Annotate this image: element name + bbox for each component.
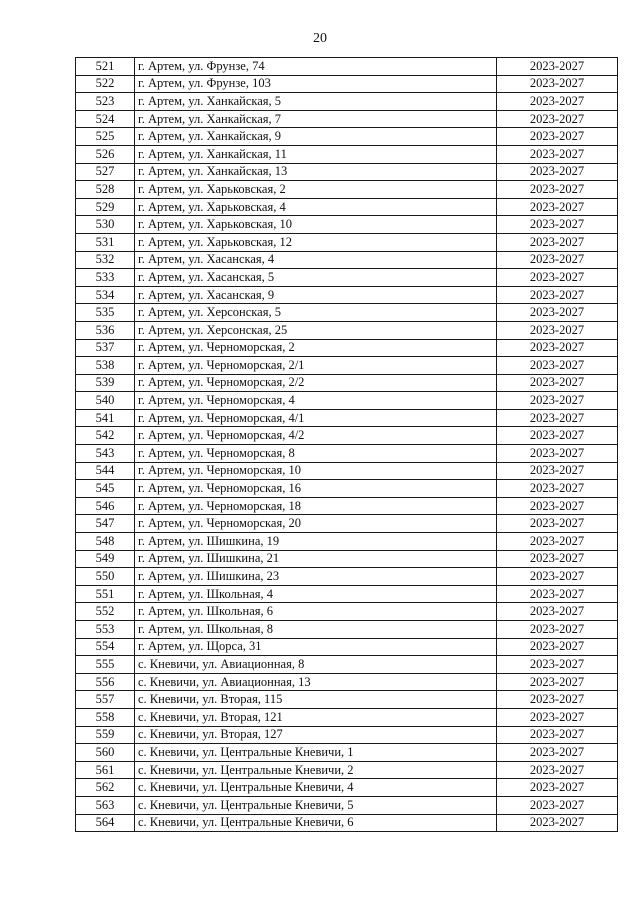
period-cell: 2023-2027 [497,515,618,533]
table-row [76,445,618,463]
row-number-cell: 548 [76,533,135,551]
period-cell: 2023-2027 [497,638,618,656]
period-cell: 2023-2027 [497,761,618,779]
address-cell: г. Артем, ул. Шишкина, 23 [135,568,497,586]
page-number: 20 [313,31,327,46]
row-number-cell: 559 [76,726,135,744]
period-cell: 2023-2027 [497,497,618,515]
table-row [76,128,618,146]
row-number-cell: 563 [76,796,135,814]
period-cell: 2023-2027 [497,321,618,339]
period-cell: 2023-2027 [497,603,618,621]
address-cell: г. Артем, ул. Щорса, 31 [135,638,497,656]
row-number-cell: 530 [76,216,135,234]
address-cell: г. Артем, ул. Херсонская, 5 [135,304,497,322]
period-cell: 2023-2027 [497,339,618,357]
table-row [76,233,618,251]
row-number-cell: 528 [76,181,135,199]
row-number-cell: 551 [76,585,135,603]
address-cell: г. Артем, ул. Школьная, 4 [135,585,497,603]
address-cell: г. Артем, ул. Черноморская, 2/2 [135,374,497,392]
table-row [76,374,618,392]
table-row [76,497,618,515]
address-cell: г. Артем, ул. Черноморская, 10 [135,462,497,480]
period-cell: 2023-2027 [497,585,618,603]
row-number-cell: 533 [76,269,135,287]
period-cell: 2023-2027 [497,814,618,832]
period-cell: 2023-2027 [497,304,618,322]
table-row [76,75,618,93]
row-number-cell: 527 [76,163,135,181]
address-cell: с. Кневичи, ул. Центральные Кневичи, 2 [135,761,497,779]
address-cell: с. Кневичи, ул. Центральные Кневичи, 4 [135,779,497,797]
table-row [76,251,618,269]
row-number-cell: 544 [76,462,135,480]
table-row [76,533,618,551]
row-number-cell: 555 [76,656,135,674]
period-cell: 2023-2027 [497,128,618,146]
period-cell: 2023-2027 [497,409,618,427]
table-row [76,814,618,832]
table-row [76,427,618,445]
address-cell: г. Артем, ул. Херсонская, 25 [135,321,497,339]
address-cell: г. Артем, ул. Черноморская, 4/1 [135,409,497,427]
address-cell: г. Артем, ул. Черноморская, 2 [135,339,497,357]
row-number-cell: 531 [76,233,135,251]
row-number-cell: 534 [76,286,135,304]
period-cell: 2023-2027 [497,779,618,797]
period-cell: 2023-2027 [497,533,618,551]
address-cell: г. Артем, ул. Харьковская, 2 [135,181,497,199]
period-cell: 2023-2027 [497,233,618,251]
address-cell: г. Артем, ул. Ханкайская, 11 [135,145,497,163]
address-cell: г. Артем, ул. Черноморская, 4/2 [135,427,497,445]
table-row [76,462,618,480]
row-number-cell: 552 [76,603,135,621]
table-row [76,656,618,674]
table-row [76,673,618,691]
table-row [76,708,618,726]
row-number-cell: 525 [76,128,135,146]
row-number-cell: 529 [76,198,135,216]
row-number-cell: 524 [76,110,135,128]
table-row [76,339,618,357]
address-cell: г. Артем, ул. Шишкина, 19 [135,533,497,551]
table-row [76,796,618,814]
address-cell: г. Артем, ул. Харьковская, 12 [135,233,497,251]
table-row [76,357,618,375]
table-row [76,409,618,427]
address-cell: г. Артем, ул. Фрунзе, 74 [135,58,497,76]
period-cell: 2023-2027 [497,198,618,216]
address-cell: г. Артем, ул. Хасанская, 5 [135,269,497,287]
period-cell: 2023-2027 [497,93,618,111]
address-cell: с. Кневичи, ул. Вторая, 127 [135,726,497,744]
row-number-cell: 542 [76,427,135,445]
table-row [76,269,618,287]
period-cell: 2023-2027 [497,673,618,691]
address-cell: г. Артем, ул. Черноморская, 18 [135,497,497,515]
table-row [76,181,618,199]
period-cell: 2023-2027 [497,110,618,128]
period-cell: 2023-2027 [497,691,618,709]
row-number-cell: 547 [76,515,135,533]
period-cell: 2023-2027 [497,568,618,586]
row-number-cell: 541 [76,409,135,427]
address-cell: г. Артем, ул. Харьковская, 4 [135,198,497,216]
period-cell: 2023-2027 [497,58,618,76]
row-number-cell: 540 [76,392,135,410]
address-cell: г. Артем, ул. Харьковская, 10 [135,216,497,234]
row-number-cell: 564 [76,814,135,832]
address-cell: г. Артем, ул. Школьная, 8 [135,621,497,639]
table-row [76,145,618,163]
row-number-cell: 550 [76,568,135,586]
address-cell: с. Кневичи, ул. Авиационная, 13 [135,673,497,691]
row-number-cell: 539 [76,374,135,392]
row-number-cell: 545 [76,480,135,498]
table-row [76,392,618,410]
table-row [76,58,618,76]
row-number-cell: 536 [76,321,135,339]
row-number-cell: 521 [76,58,135,76]
table-row [76,638,618,656]
period-cell: 2023-2027 [497,286,618,304]
period-cell: 2023-2027 [497,621,618,639]
row-number-cell: 538 [76,357,135,375]
address-table [75,57,618,832]
address-cell: с. Кневичи, ул. Авиационная, 8 [135,656,497,674]
row-number-cell: 554 [76,638,135,656]
row-number-cell: 558 [76,708,135,726]
period-cell: 2023-2027 [497,708,618,726]
table-row [76,779,618,797]
address-cell: г. Артем, ул. Хасанская, 4 [135,251,497,269]
table-row [76,726,618,744]
period-cell: 2023-2027 [497,656,618,674]
address-cell: г. Артем, ул. Черноморская, 8 [135,445,497,463]
period-cell: 2023-2027 [497,269,618,287]
period-cell: 2023-2027 [497,216,618,234]
table-row [76,480,618,498]
period-cell: 2023-2027 [497,796,618,814]
table-row [76,603,618,621]
row-number-cell: 523 [76,93,135,111]
table-row [76,621,618,639]
row-number-cell: 561 [76,761,135,779]
row-number-cell: 526 [76,145,135,163]
address-cell: с. Кневичи, ул. Вторая, 121 [135,708,497,726]
period-cell: 2023-2027 [497,392,618,410]
row-number-cell: 535 [76,304,135,322]
period-cell: 2023-2027 [497,744,618,762]
address-cell: г. Артем, ул. Хасанская, 9 [135,286,497,304]
period-cell: 2023-2027 [497,550,618,568]
period-cell: 2023-2027 [497,462,618,480]
row-number-cell: 549 [76,550,135,568]
period-cell: 2023-2027 [497,357,618,375]
address-cell: г. Артем, ул. Школьная, 6 [135,603,497,621]
address-cell: г. Артем, ул. Черноморская, 20 [135,515,497,533]
table-row [76,585,618,603]
period-cell: 2023-2027 [497,163,618,181]
row-number-cell: 557 [76,691,135,709]
address-cell: г. Артем, ул. Шишкина, 21 [135,550,497,568]
address-cell: г. Артем, ул. Ханкайская, 13 [135,163,497,181]
table-row [76,744,618,762]
table-row [76,568,618,586]
table-row [76,304,618,322]
table-row [76,163,618,181]
period-cell: 2023-2027 [497,445,618,463]
period-cell: 2023-2027 [497,374,618,392]
address-cell: г. Артем, ул. Черноморская, 4 [135,392,497,410]
table-row [76,110,618,128]
row-number-cell: 543 [76,445,135,463]
address-cell: с. Кневичи, ул. Центральные Кневичи, 5 [135,796,497,814]
address-cell: г. Артем, ул. Ханкайская, 7 [135,110,497,128]
row-number-cell: 532 [76,251,135,269]
address-cell: г. Артем, ул. Черноморская, 16 [135,480,497,498]
row-number-cell: 556 [76,673,135,691]
table-row [76,550,618,568]
table-row [76,321,618,339]
address-cell: г. Артем, ул. Ханкайская, 9 [135,128,497,146]
period-cell: 2023-2027 [497,75,618,93]
table-row [76,286,618,304]
address-cell: с. Кневичи, ул. Центральные Кневичи, 6 [135,814,497,832]
period-cell: 2023-2027 [497,181,618,199]
address-cell: г. Артем, ул. Ханкайская, 5 [135,93,497,111]
row-number-cell: 553 [76,621,135,639]
period-cell: 2023-2027 [497,145,618,163]
address-cell: с. Кневичи, ул. Вторая, 115 [135,691,497,709]
address-table-body [76,58,618,832]
row-number-cell: 537 [76,339,135,357]
row-number-cell: 560 [76,744,135,762]
address-cell: г. Артем, ул. Фрунзе, 103 [135,75,497,93]
row-number-cell: 546 [76,497,135,515]
row-number-cell: 562 [76,779,135,797]
row-number-cell: 522 [76,75,135,93]
table-row [76,515,618,533]
table-row [76,691,618,709]
period-cell: 2023-2027 [497,251,618,269]
address-cell: с. Кневичи, ул. Центральные Кневичи, 1 [135,744,497,762]
address-cell: г. Артем, ул. Черноморская, 2/1 [135,357,497,375]
table-row [76,216,618,234]
table-row [76,93,618,111]
period-cell: 2023-2027 [497,726,618,744]
table-row [76,761,618,779]
period-cell: 2023-2027 [497,480,618,498]
period-cell: 2023-2027 [497,427,618,445]
table-row [76,198,618,216]
